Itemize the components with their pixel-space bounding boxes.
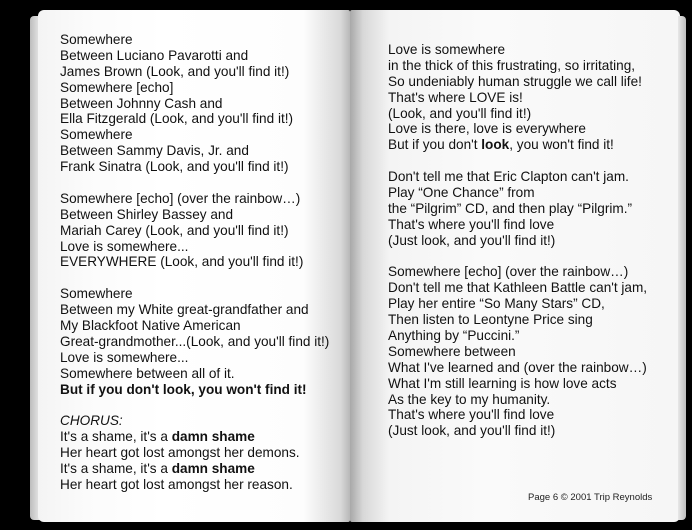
lyric-line: Somewhere between xyxy=(388,343,516,359)
lyric-line: EVERYWHERE (Look, and you'll find it!) xyxy=(60,254,304,270)
lyric-line: Then listen to Leontyne Price sing xyxy=(388,312,593,328)
page-footer: Page 6 © 2001 Trip Reynolds xyxy=(528,492,653,503)
lyric-line: As the key to my humanity. xyxy=(388,391,551,407)
chorus-emphasis: damn shame xyxy=(171,429,255,445)
chorus-text: It's a shame, it's a xyxy=(60,429,172,445)
chorus-emphasis: damn shame xyxy=(171,461,255,477)
chorus-line xyxy=(60,461,329,477)
lyric-line: in the thick of this frustrating, so irritating, xyxy=(388,57,636,73)
lyric-line: Love is somewhere... xyxy=(60,238,189,254)
stanza-gap xyxy=(60,175,329,191)
lyric-line: Between Luciano Pavarotti and xyxy=(60,47,249,63)
lyric-text: , you won't find it! xyxy=(509,137,614,153)
lyric-line: That's where you'll find love xyxy=(388,216,555,232)
lyric-line: Anything by “Puccini.” xyxy=(388,328,520,344)
lyric-line: (Look, and you'll find it!) xyxy=(388,105,532,121)
lyric-line: Her heart got lost amongst her reason. xyxy=(60,476,293,492)
lyric-line: Somewhere xyxy=(60,286,133,302)
lyric-line: Don't tell me that Kathleen Battle can't jam, xyxy=(388,280,648,296)
lyric-line: Between Johnny Cash and xyxy=(60,95,223,111)
emphasis-line xyxy=(388,137,647,153)
lyric-line: Somewhere xyxy=(60,32,133,47)
lyric-line: Play “One Chance” from xyxy=(388,185,535,201)
lyric-line: Between Sammy Davis, Jr. and xyxy=(60,143,249,159)
lyric-line: Somewhere between all of it. xyxy=(60,365,235,381)
lyric-line: Don't tell me that Eric Clapton can't jam. xyxy=(388,169,629,185)
lyric-line: Play her entire “So Many Stars” CD, xyxy=(388,296,605,312)
lyric-line: Between my White great-grandfather and xyxy=(60,302,309,318)
lyric-line: (Just look, and you'll find it!) xyxy=(388,232,556,248)
chorus-line xyxy=(60,429,329,445)
stanza-gap xyxy=(60,270,329,286)
stanza-gap xyxy=(388,249,647,265)
lyric-line: Ella Fitzgerald (Look, and you'll find it!) xyxy=(60,111,294,127)
lyric-line: That's where you'll find love xyxy=(388,407,555,423)
stanza-gap xyxy=(60,397,329,413)
lyric-line: My Blackfoot Native American xyxy=(60,318,241,334)
lyric-line: Her heart got lost amongst her demons. xyxy=(60,445,300,461)
lyric-text: But if you don't xyxy=(388,137,482,153)
lyric-line: Frank Sinatra (Look, and you'll find it!) xyxy=(60,159,289,175)
lyric-line: Mariah Carey (Look, and you'll find it!) xyxy=(60,222,289,238)
lyric-line: the “Pilgrim” CD, and then play “Pilgrim.” xyxy=(388,200,633,216)
lyric-line: So undeniably human struggle we call life! xyxy=(388,73,642,89)
lyric-line: What I'm still learning is how love acts xyxy=(388,375,617,391)
stanza-gap xyxy=(388,153,647,169)
chorus-label: CHORUS: xyxy=(60,413,123,429)
lyric-line: Somewhere [echo] (over the rainbow…) xyxy=(388,264,629,280)
lyric-line: James Brown (Look, and you'll find it!) xyxy=(60,63,290,79)
lyric-line: Somewhere [echo] (over the rainbow…) xyxy=(60,190,301,206)
lyric-line: That's where LOVE is! xyxy=(388,89,523,105)
lyric-line: Love is somewhere xyxy=(388,42,506,57)
lyric-line: Somewhere xyxy=(60,127,133,143)
lyric-line: Between Shirley Bassey and xyxy=(60,206,234,222)
lyric-line: Love is there, love is everywhere xyxy=(388,121,586,137)
lyric-line: Somewhere [echo] xyxy=(60,79,174,95)
look-emphasis: look xyxy=(481,137,510,153)
right-page-edge xyxy=(678,16,686,520)
lyric-line: Love is somewhere... xyxy=(60,349,189,365)
chorus-text: It's a shame, it's a xyxy=(60,461,172,477)
lyric-line: What I've learned and (over the rainbow…) xyxy=(388,359,647,375)
lyric-line: (Just look, and you'll find it!) xyxy=(388,423,556,439)
right-page-text xyxy=(388,42,647,439)
bold-lyric-line: But if you don't look, you won't find it! xyxy=(60,381,307,397)
left-page-text xyxy=(60,32,329,493)
lyric-line: Great-grandmother...(Look, and you'll find it!) xyxy=(60,333,330,349)
